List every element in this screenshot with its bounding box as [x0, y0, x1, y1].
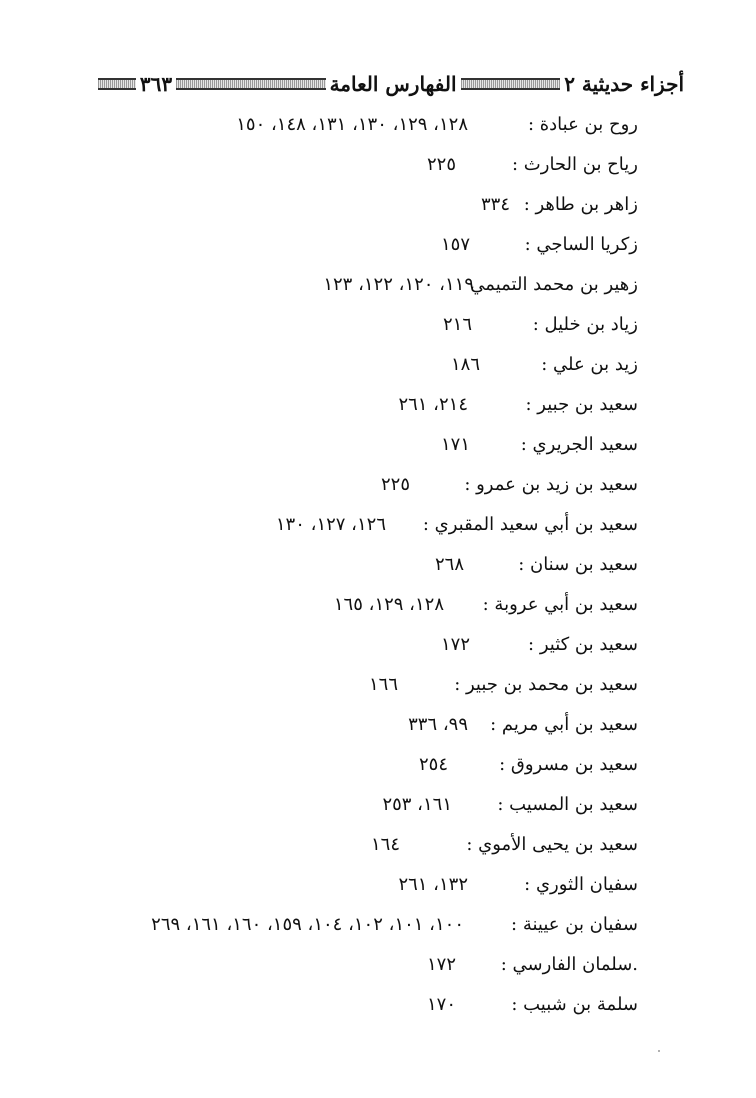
entry-pages: ١٧١ — [440, 434, 470, 455]
entry-pages: ٢٢٥ — [426, 154, 456, 175]
index-entry — [0, 386, 756, 426]
index-entry — [0, 266, 756, 306]
entry-pages: ١٣٢، ٢٦١ — [398, 874, 468, 895]
index-entry — [0, 546, 756, 586]
entry-name: زيد بن علي : — [541, 354, 638, 375]
entry-name: زكريا الساجي : — [524, 234, 638, 255]
entry-pages: ١٢٨، ١٢٩، ١٦٥ — [333, 594, 444, 615]
entry-pages: ١٥٧ — [440, 234, 470, 255]
entry-pages: ١٢٦، ١٢٧، ١٣٠ — [275, 514, 386, 535]
index-entry — [0, 466, 756, 506]
entry-pages: ١٨٦ — [450, 354, 480, 375]
index-entry — [0, 626, 756, 666]
entry-name: سعيد بن كثير : — [528, 634, 638, 655]
entry-pages: ١٧٢ — [440, 634, 470, 655]
entry-pages: ٢١٦ — [442, 314, 472, 335]
entry-name: زهير بن محمد التميمي — [470, 274, 638, 295]
index-entry — [0, 826, 756, 866]
page-speck — [658, 1050, 660, 1052]
page-number: ٣٦٣ — [139, 72, 173, 96]
entry-name: سعيد بن أبي سعيد المقبري : — [422, 514, 638, 535]
index-entry — [0, 906, 756, 946]
entry-pages: ٣٣٤ — [480, 194, 510, 215]
entry-name: سعيد بن سنان : — [518, 554, 638, 575]
entry-pages: ١٧٢ — [426, 954, 456, 975]
index-entry — [0, 706, 756, 746]
entry-name: سعيد بن زيد بن عمرو : — [464, 474, 638, 495]
entry-pages: ١١٩، ١٢٠، ١٢٢، ١٢٣ — [323, 274, 474, 295]
entry-name: سعيد بن يحيى الأموي : — [466, 834, 638, 855]
entry-name: سفيان الثوري : — [524, 874, 638, 895]
index-entry — [0, 106, 756, 146]
index-entry — [0, 986, 756, 1026]
entry-name: روح بن عبادة : — [527, 114, 638, 135]
index-entry — [0, 226, 756, 266]
index-entry — [0, 146, 756, 186]
index-entry — [0, 866, 756, 906]
index-entry — [0, 346, 756, 386]
entry-name: سفيان بن عيينة : — [511, 914, 638, 935]
entry-name: زاهر بن طاهر : — [523, 194, 638, 215]
index-entry — [0, 506, 756, 546]
entry-pages: ١٧٠ — [426, 994, 456, 1015]
index-list — [0, 106, 756, 1026]
entry-pages: ١٦١، ٢٥٣ — [382, 794, 452, 815]
entry-pages: ١٢٨، ١٢٩، ١٣٠، ١٣١، ١٤٨، ١٥٠ — [236, 114, 468, 135]
index-entry — [0, 586, 756, 626]
book-title: أجزاء حديثية ٢ — [564, 72, 684, 96]
entry-pages: ٢٢٥ — [380, 474, 410, 495]
index-entry — [0, 666, 756, 706]
entry-pages: ٢٥٤ — [418, 754, 448, 775]
entry-name: سعيد بن أبي عروبة : — [482, 594, 638, 615]
index-entry — [0, 946, 756, 986]
entry-name: سعيد بن محمد بن جبير : — [454, 674, 638, 695]
entry-pages: ١٦٦ — [368, 674, 398, 695]
entry-name: رياح بن الحارث : — [512, 154, 638, 175]
index-entry — [0, 426, 756, 466]
entry-name: سعيد بن مسروق : — [499, 754, 638, 775]
index-entry — [0, 746, 756, 786]
header-rule — [176, 78, 325, 90]
entry-pages: ٩٩، ٣٣٦ — [408, 714, 468, 735]
header-rule — [98, 78, 136, 90]
entry-pages: ١٦٤ — [370, 834, 400, 855]
entry-name: سلمة بن شبيب : — [511, 994, 638, 1015]
entry-name: سعيد الجريري : — [520, 434, 638, 455]
running-header — [94, 68, 684, 100]
entry-name: سعيد بن أبي مريم : — [490, 714, 638, 735]
entry-name: زياد بن خليل : — [532, 314, 638, 335]
index-entry — [0, 786, 756, 826]
index-entry — [0, 306, 756, 346]
entry-pages: ٢١٤، ٢٦١ — [398, 394, 468, 415]
entry-pages: ٢٦٨ — [434, 554, 464, 575]
entry-name: .سلمان الفارسي : — [500, 954, 638, 975]
section-title: الفهارس العامة — [329, 72, 457, 96]
entry-pages: ١٠٠، ١٠١، ١٠٢، ١٠٤، ١٥٩، ١٦٠، ١٦١، ٢٦٩ — [151, 914, 464, 935]
entry-name: سعيد بن المسيب : — [497, 794, 638, 815]
header-rule — [461, 78, 561, 90]
index-entry — [0, 186, 756, 226]
entry-name: سعيد بن جبير : — [525, 394, 638, 415]
